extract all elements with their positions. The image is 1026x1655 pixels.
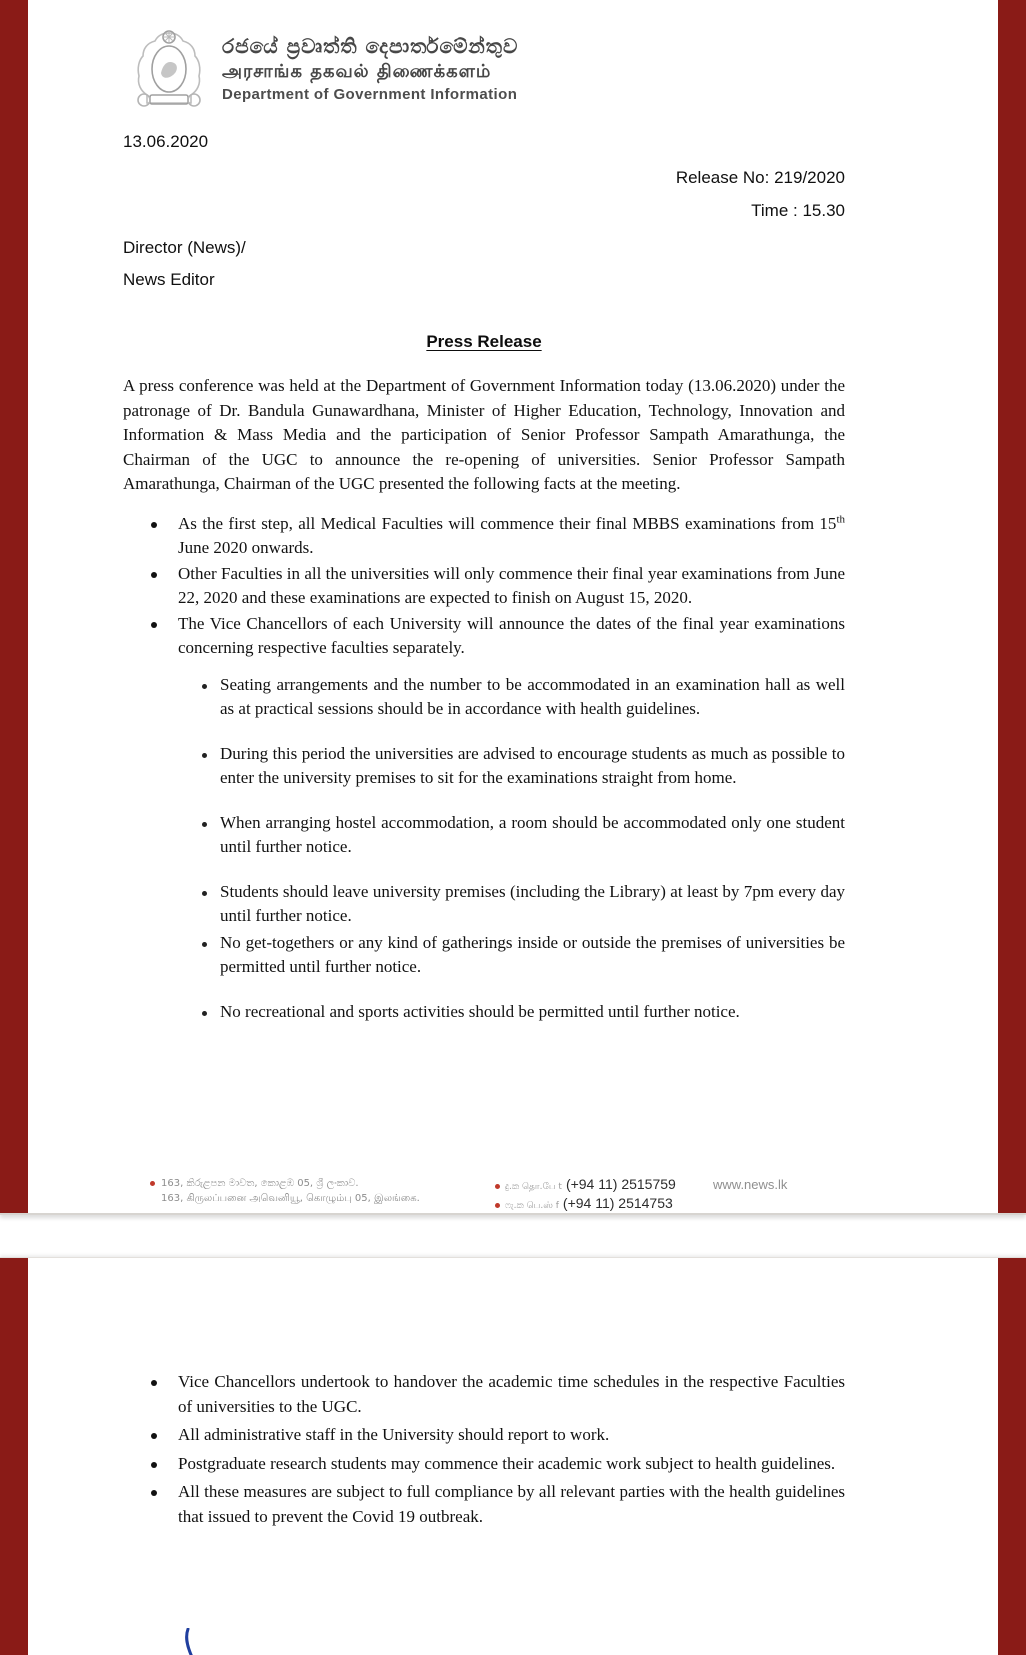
address-marker-icon	[150, 1181, 155, 1186]
recipient-news-editor: News Editor	[123, 270, 215, 289]
footer-phone-line	[495, 1176, 676, 1195]
bullet-item: During this period the universities are advised to encourage students as much as possible to enter the university premises to sit for the examinations straight from home.	[123, 742, 845, 791]
phone-number-1: (+94 11) 2515759	[565, 1176, 676, 1192]
bullet-item: All administrative staff in the University should report to work.	[123, 1423, 845, 1448]
release-number: Release No: 219/2020	[675, 168, 845, 187]
bullet-item: Seating arrangements and the number to be accommodated in an examination hall as well as at practical sessions should be in accordance with health guidelines.	[123, 673, 845, 722]
bullet-item: The Vice Chancellors of each University will announce the dates of the final year examinations concerning respective faculties separately.	[123, 612, 845, 661]
phone-label: දු.ක தொ.பே t	[505, 1182, 562, 1192]
bullet-item: Students should leave university premises (including the Library) at least by 7pm every day until further notice.	[123, 880, 845, 929]
footer-address-sinhala-text: 163, කිරුළපන මාවත, කොළඹ 05, ශ්‍රී ලංකාව.	[161, 1178, 359, 1189]
footer-address-sinhala	[150, 1176, 420, 1191]
phone-number-2: (+94 11) 2514753	[562, 1195, 673, 1211]
fax-marker-icon	[495, 1203, 500, 1208]
footer-address	[150, 1176, 420, 1206]
press-release-heading-text: Press Release	[426, 332, 542, 351]
footer-fax-line	[495, 1195, 676, 1214]
bullet-item: When arranging hostel accommodation, a room should be accommodated only one student until further notice.	[123, 811, 845, 860]
press-release-heading	[123, 332, 845, 352]
page2-content	[123, 1258, 845, 1529]
page2-right-red-border	[998, 1258, 1026, 1655]
press-release-page-2	[0, 1257, 1026, 1655]
page1-left-red-border	[0, 0, 28, 1213]
intro-paragraph: A press conference was held at the Department of Government Information today (13.06.2020) under the patronage of Dr. Bandula Gunawardhana, Minister of Higher Education, Technology, Innovation and Information & Mass Media and the participation of Senior Professor Sampath Amarathunga, the Chairman of the UGC to announce the re-opening of universities. Senior Professor Sampath Amarathunga, Chairman of the UGC presented the following facts at the meeting.	[123, 376, 845, 493]
footer-website: www.news.lk	[713, 1177, 788, 1192]
sri-lanka-emblem-icon	[130, 25, 208, 117]
footer-phones	[495, 1176, 676, 1214]
bullet-item: As the first step, all Medical Faculties will commence their final MBBS examinations from 15th June 2020 onwards.	[123, 512, 845, 561]
bullet-item: Postgraduate research students may commence their academic work subject to health guidelines.	[123, 1452, 845, 1477]
release-date: 13.06.2020	[123, 132, 209, 151]
sub-bullet-list	[123, 673, 845, 1025]
fax-label: ෆැ.ක பெ.ஸ் f	[505, 1201, 559, 1211]
signature-ink-stroke	[178, 1628, 204, 1655]
letterhead	[130, 25, 845, 122]
bullet-item: All these measures are subject to full compliance by all relevant parties with the health guidelines that issued to prevent the Covid 19 outbreak.	[123, 1480, 845, 1529]
department-titles	[222, 25, 518, 105]
release-time: Time : 15.30	[751, 201, 845, 220]
release-meta	[123, 168, 845, 221]
page1-content	[123, 0, 845, 1024]
page2-left-red-border	[0, 1258, 28, 1655]
recipient-director-news: Director (News)/	[123, 238, 246, 257]
department-title-tamil: அரசாங்க தகவல் திணைக்களம்	[222, 61, 492, 82]
sri-lanka-emblem-logo	[130, 25, 208, 122]
footer-address-tamil-text: 163, கிருலப்பனை அவெனியூ, கொழும்பு 05, இலங்கை.	[161, 1193, 420, 1204]
page1-right-red-border	[998, 0, 1026, 1213]
main-bullet-list	[123, 512, 845, 661]
department-title-sinhala: රජයේ ප්‍රවෘත්ති දෙපාර්තමේන්තුව	[222, 34, 519, 58]
page2-bullet-list	[123, 1258, 845, 1529]
bullet-item: No get-togethers or any kind of gatherings inside or outside the premises of universities be permitted until further notice.	[123, 931, 845, 980]
department-title-english: Department of Government Information	[222, 86, 518, 103]
bullet-item: No recreational and sports activities should be permitted until further notice.	[123, 1000, 845, 1025]
bullet-item: Other Faculties in all the universities will only commence their final year examinations from June 22, 2020 and these examinations are expected to finish on August 15, 2020.	[123, 562, 845, 611]
bullet-item: Vice Chancellors undertook to handover the academic time schedules in the respective Faculties of universities to the UGC.	[123, 1370, 845, 1419]
phone-marker-icon	[495, 1184, 500, 1189]
recipients	[123, 238, 845, 290]
letter-footer	[150, 1176, 880, 1210]
footer-address-tamil	[150, 1191, 420, 1206]
